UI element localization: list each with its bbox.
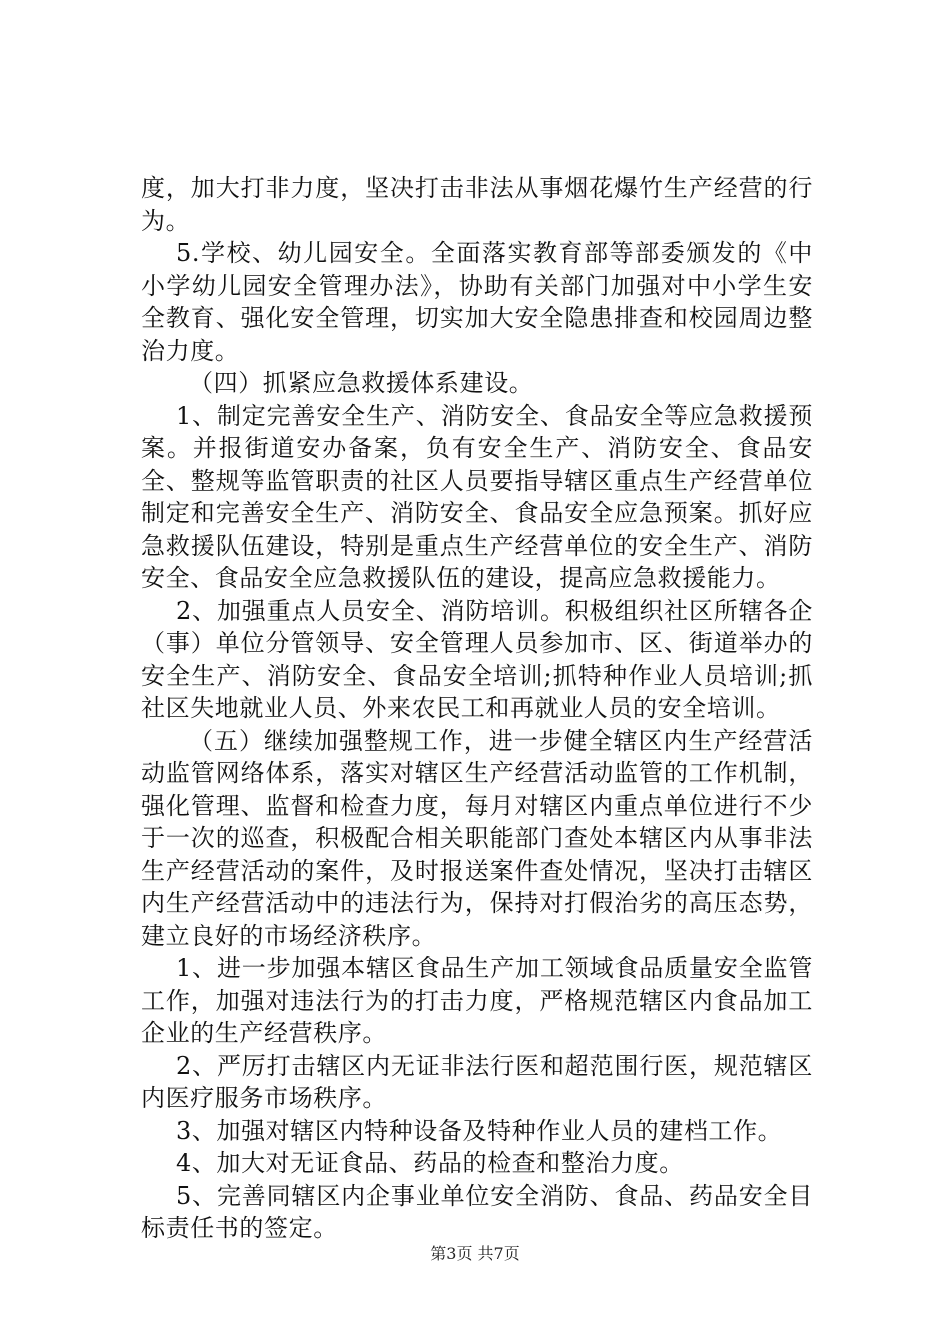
section-heading-regulation: （五）继续加强整规工作，进一步健全辖区内生产经营活动监管网络体系，落实对辖区生产经营活动监管的工作机制，强化管理、监督和检查力度，每月对辖区内重点单位进行不少于一次的巡查，积极配合相关职能部门查处本辖区内从事非法生产经营活动的案件，及时报送案件查处情况，坚决打击辖区内生产经营活动中的违法行为，保持对打假治劣的高压态势，建立良好的市场经济秩序。 — [141, 726, 813, 950]
paragraph-special-equipment: 3、加强对辖区内特种设备及特种作业人员的建档工作。 — [176, 1116, 783, 1145]
paragraph-unlicensed-goods: 4、加大对无证食品、药品的检查和整治力度。 — [176, 1149, 684, 1177]
document-body — [141, 172, 813, 1245]
paragraph-food-supervision: 1、进一步加强本辖区食品生产加工领域食品质量安全监管工作，加强对违法行为的打击力度，严格规范辖区内食品加工企业的生产经营秩序。 — [141, 954, 813, 1047]
page-number-footer: 第3页 共7页 — [430, 1244, 520, 1263]
paragraph-emergency-plan: 1、制定完善安全生产、消防安全、食品安全等应急救援预案。并报街道安办备案，负有安全生产、消防安全、食品安全、整规等监管职责的社区人员要指导辖区重点生产经营单位制定和完善安全生产、消防安全、食品安全应急预案。抓好应急救援队伍建设，特别是重点生产经营单位的安全生产、消防安全、食品安全应急救援队伍的建设，提高应急救援能力。 — [141, 401, 813, 592]
section-heading-emergency-rescue: （四）抓紧应急救援体系建设。 — [189, 369, 534, 397]
paragraph-school-safety: 5.学校、幼儿园安全。全面落实教育部等部委颁发的《中小学幼儿园安全管理办法》，协助有关部门加强对中小学生安全教育、强化安全管理，切实加大安全隐患排查和校园周边整治力度。 — [141, 239, 813, 365]
paragraph-illegal-medical: 2、严厉打击辖区内无证非法行医和超范围行医，规范辖区内医疗服务市场秩序。 — [141, 1051, 813, 1112]
paragraph-responsibility: 5、完善同辖区内企事业单位安全消防、食品、药品安全目标责任书的签定。 — [141, 1181, 813, 1242]
paragraph-safety-training: 2、加强重点人员安全、消防培训。积极组织社区所辖各企（事）单位分管领导、安全管理人员参加市、区、街道举办的安全生产、消防安全、食品安全培训;抓特种作业人员培训;抓社区失地就业人员、外来农民工和再就业人员的安全培训。 — [141, 596, 813, 722]
paragraph-continuation: 度，加大打非力度，坚决打击非法从事烟花爆竹生产经营的行为。 — [141, 174, 813, 235]
